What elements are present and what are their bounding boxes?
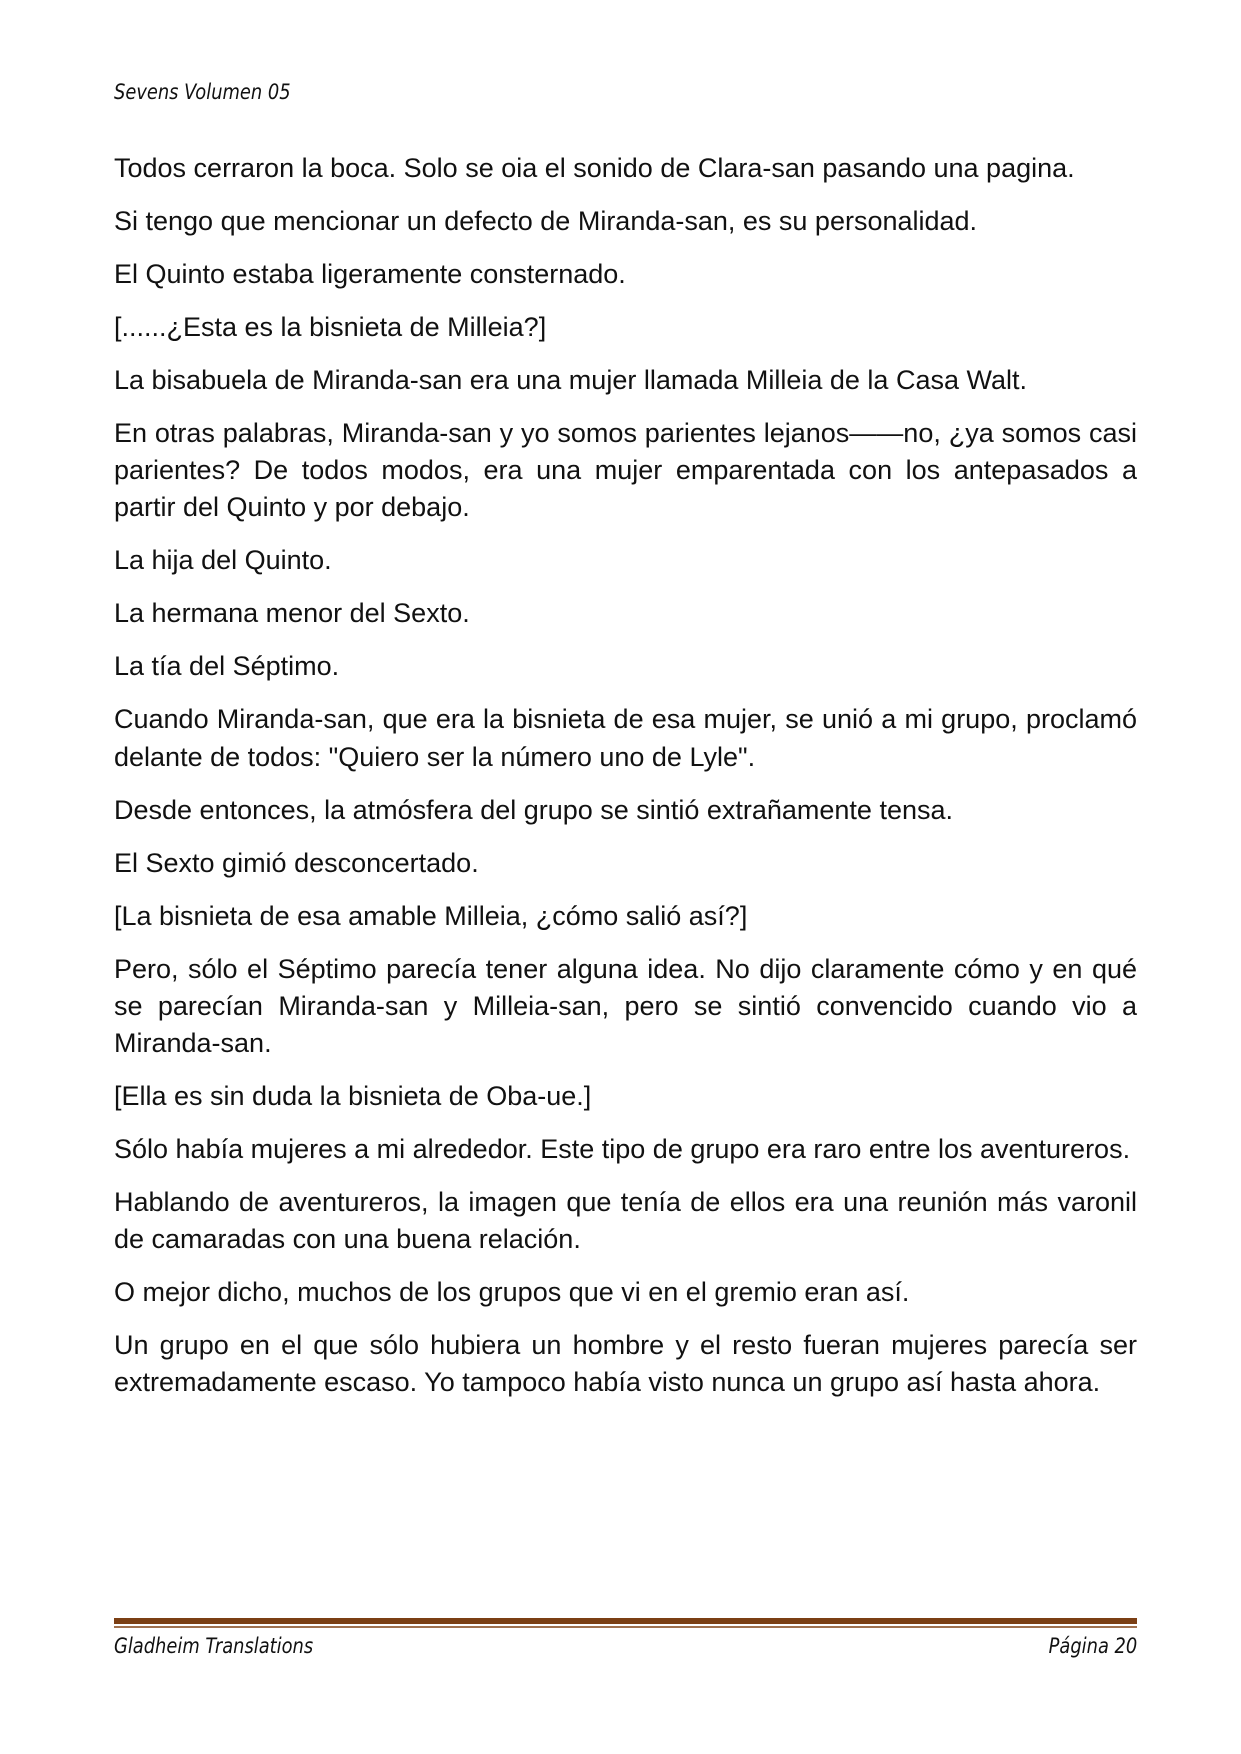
footer-divider-thick: [114, 1618, 1137, 1624]
footer-page-number: Página 20: [1048, 1634, 1137, 1658]
page-header-title: Sevens Volumen 05: [114, 80, 291, 104]
paragraph: La hija del Quinto.: [114, 545, 332, 576]
paragraph: Si tengo que mencionar un defecto de Miranda-san, es su personalidad.: [114, 206, 978, 236]
paragraph: Todos cerraron la boca. Solo se oia el sonido de Clara-san pasando una pagina.: [114, 153, 1075, 183]
paragraph: La bisabuela de Miranda-san era una mujer llamada Milleia de la Casa Walt.: [114, 365, 1027, 395]
paragraph: [......¿Esta es la bisnieta de Milleia?]: [114, 312, 547, 342]
footer-divider: [114, 1618, 1137, 1628]
footer-divider-thin: [114, 1626, 1137, 1628]
paragraph: La tía del Séptimo.: [114, 651, 340, 682]
paragraph: El Quinto estaba ligeramente consternado.: [114, 259, 626, 289]
paragraph: [Ella es sin duda la bisnieta de Oba-ue.]: [114, 1081, 592, 1112]
footer-publisher: Gladheim Translations: [114, 1634, 314, 1658]
paragraph: [La bisnieta de esa amable Milleia, ¿cómo salió así?]: [114, 900, 748, 931]
paragraph: Desde entonces, la atmósfera del grupo se sintió extrañamente tensa.: [114, 794, 953, 825]
paragraph: O mejor dicho, muchos de los grupos que vi en el gremio eran así.: [114, 1277, 910, 1308]
paragraph: Sólo había mujeres a mi alrededor. Este tipo de grupo era raro entre los aventureros.: [114, 1134, 1131, 1165]
paragraph: Un grupo en el que sólo hubiera un hombre y el resto fueran mujeres parecía ser extremadamente escaso. Yo tampoco había visto nunca un grupo así hasta ahora.: [114, 1330, 1137, 1398]
paragraph: En otras palabras, Miranda-san y yo somos parientes lejanos——no, ¿ya somos casi parientes? De todos modos, era una mujer emparentada con los antepasados a partir del Quinto y por debajo.: [114, 418, 1137, 523]
paragraph: Pero, sólo el Séptimo parecía tener alguna idea. No dijo claramente cómo y en qué se parecían Miranda-san y Milleia-san, pero se sintió convencido cuando vio a Miranda-san.: [114, 953, 1137, 1059]
body-text: [114, 150, 1137, 1417]
paragraph: Hablando de aventureros, la imagen que tenía de ellos era una reunión más varonil de camaradas con una buena relación.: [114, 1187, 1137, 1255]
paragraph: Cuando Miranda-san, que era la bisnieta de esa mujer, se unió a mi grupo, proclamó delante de todos: "Quiero ser la número uno de Lyle".: [114, 704, 1137, 772]
paragraph: La hermana menor del Sexto.: [114, 598, 470, 629]
paragraph: El Sexto gimió desconcertado.: [114, 847, 479, 878]
